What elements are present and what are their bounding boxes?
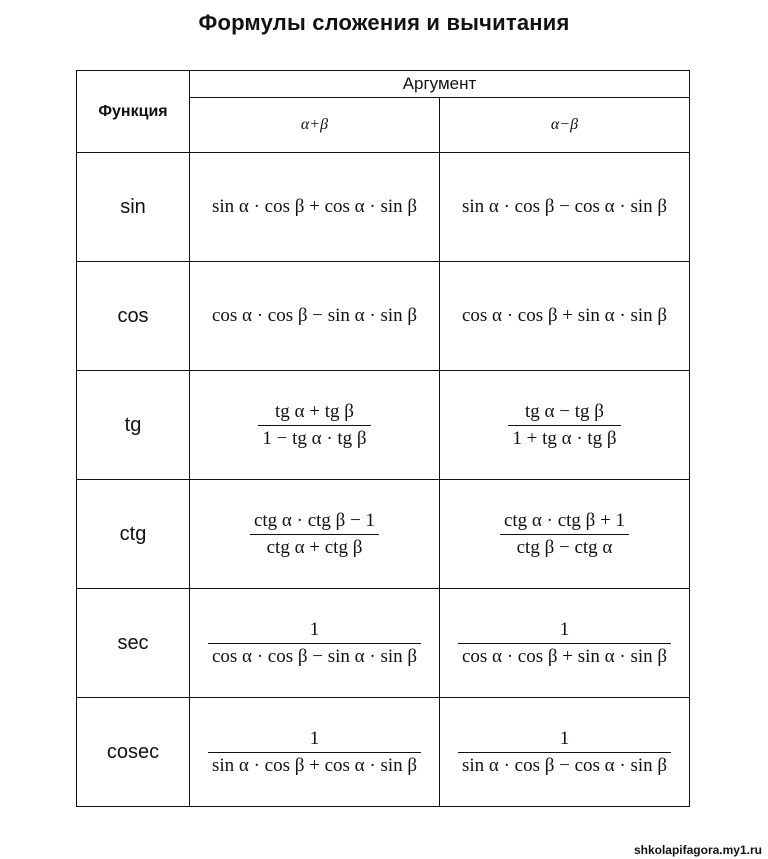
table-row-ctg	[77, 480, 690, 589]
fraction-denominator: cos α · cos β + sin α · sin β	[461, 645, 668, 667]
formula-cell-plus	[190, 153, 440, 262]
fraction	[250, 510, 379, 559]
fraction	[508, 401, 620, 450]
fraction-numerator: 1	[559, 727, 570, 749]
fraction-numerator: tg α − tg β	[525, 400, 604, 422]
function-name: sin	[77, 153, 190, 262]
formula-cell-plus	[190, 589, 440, 698]
fraction-denominator: sin α · cos β + cos α · sin β	[211, 754, 418, 776]
function-name: ctg	[77, 480, 190, 589]
formula-cell-plus	[190, 371, 440, 480]
function-column-header: Функция	[77, 71, 190, 153]
fraction-numerator: 1	[309, 727, 320, 749]
function-name: cosec	[77, 698, 190, 807]
fraction-numerator: 1	[559, 618, 570, 640]
table-row-cosec	[77, 698, 690, 807]
formula: sin α · cos β + cos α · sin β	[211, 196, 418, 217]
formula-cell-minus	[440, 262, 690, 371]
fraction	[208, 728, 421, 777]
fraction	[258, 401, 370, 450]
fraction-numerator: tg α + tg β	[275, 400, 354, 422]
formula-cell-plus	[190, 262, 440, 371]
function-name: tg	[77, 371, 190, 480]
argument-column-minus: α−β	[440, 98, 690, 153]
page-title: Формулы сложения и вычитания	[198, 10, 570, 35]
table-row-tg	[77, 371, 690, 480]
fraction-denominator: sin α · cos β − cos α · sin β	[461, 754, 668, 776]
fraction-denominator: 1 − tg α · tg β	[262, 427, 367, 449]
formula-cell-plus	[190, 698, 440, 807]
fraction	[208, 619, 421, 668]
fraction-denominator: ctg β − ctg α	[516, 536, 613, 558]
fraction-numerator: ctg α · ctg β + 1	[503, 509, 626, 531]
fraction	[458, 619, 671, 668]
table-row-sec	[77, 589, 690, 698]
watermark: shkolapifagora.my1.ru	[633, 843, 762, 857]
table-row-cos	[77, 262, 690, 371]
function-name: cos	[77, 262, 190, 371]
argument-header: Аргумент	[190, 71, 690, 98]
fraction-denominator: ctg α + ctg β	[266, 536, 363, 558]
formula-cell-minus	[440, 698, 690, 807]
fraction-denominator: cos α · cos β − sin α · sin β	[211, 645, 418, 667]
formula: cos α · cos β − sin α · sin β	[211, 305, 418, 326]
formulas-table	[76, 70, 690, 807]
formula-cell-minus	[440, 589, 690, 698]
table-row-sin	[77, 153, 690, 262]
fraction	[500, 510, 629, 559]
formula: cos α · cos β + sin α · sin β	[461, 305, 668, 326]
fraction-denominator: 1 + tg α · tg β	[512, 427, 617, 449]
formula-cell-minus	[440, 153, 690, 262]
function-name: sec	[77, 589, 190, 698]
fraction-numerator: ctg α · ctg β − 1	[253, 509, 376, 531]
formula-cell-minus	[440, 371, 690, 480]
formula: sin α · cos β − cos α · sin β	[461, 196, 668, 217]
table-header-row	[77, 71, 690, 98]
formula-cell-plus	[190, 480, 440, 589]
formula-cell-minus	[440, 480, 690, 589]
argument-column-plus: α+β	[190, 98, 440, 153]
fraction	[458, 728, 671, 777]
fraction-numerator: 1	[309, 618, 320, 640]
